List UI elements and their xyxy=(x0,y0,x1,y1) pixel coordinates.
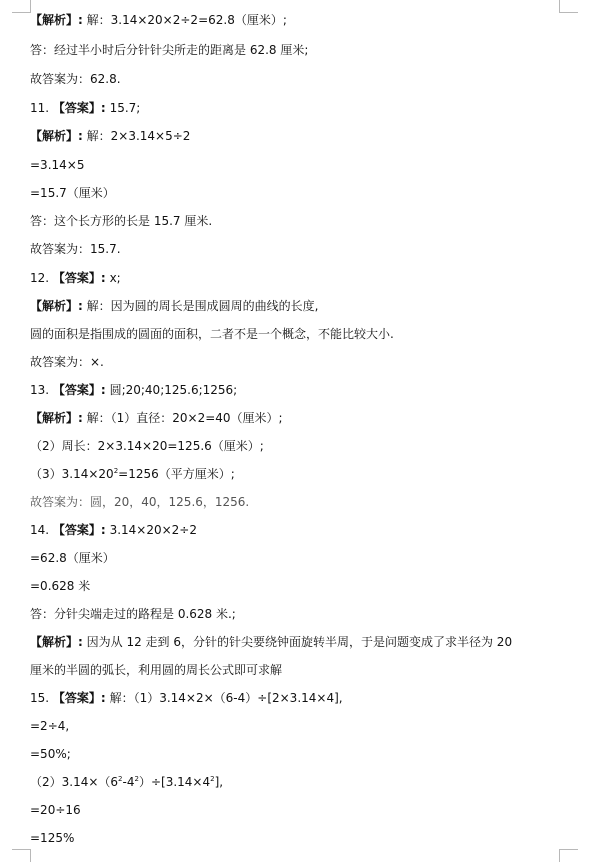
line-text: 答：分针尖端走过的路程是 0.628 米.; xyxy=(30,607,236,621)
text-line xyxy=(30,410,570,426)
text-line xyxy=(30,326,570,342)
question-number: 12. xyxy=(30,271,50,285)
line-text: =62.8（厘米） xyxy=(30,551,115,565)
text-line xyxy=(30,298,570,314)
line-text: =2÷4, xyxy=(30,719,70,733)
text-line xyxy=(30,42,570,58)
answer-tag: 【答案】: xyxy=(52,523,106,537)
text-line xyxy=(30,466,570,482)
line-text: 解：（1）3.14×2×（6-4）÷[2×3.14×4], xyxy=(109,691,343,705)
text-line xyxy=(30,578,570,594)
line-text: 因为从 12 走到 6，分针的针尖要绕钟面旋转半周，于是问题变成了求半径为 20 xyxy=(86,635,513,649)
analysis-tag: 【解析】: xyxy=(30,635,83,649)
analysis-tag: 【解析】: xyxy=(30,129,83,143)
text-line xyxy=(30,550,570,566)
page-corner-mark xyxy=(12,0,31,13)
text-line xyxy=(30,522,570,538)
superscript: 2 xyxy=(210,775,215,783)
superscript: 2 xyxy=(113,467,119,475)
line-text: 圆的面积是指围成的圆面的面积，二者不是一个概念，不能比较大小. xyxy=(30,327,394,341)
superscript: 2 xyxy=(134,775,139,783)
line-text: 故答案为：圆，20，40，125.6，1256. xyxy=(30,495,250,509)
line-text: ）÷[3.14×4 xyxy=(138,775,211,789)
text-line xyxy=(30,718,570,734)
line-text: =125% xyxy=(30,831,75,845)
question-number: 14. xyxy=(30,523,50,537)
question-number: 15. xyxy=(30,691,50,705)
text-line xyxy=(30,100,570,116)
question-number: 13. xyxy=(30,383,50,397)
text-line xyxy=(30,354,570,370)
line-text: 故答案为：×. xyxy=(30,355,104,369)
line-text: 厘米的半圆的弧长，利用圆的周长公式即可求解 xyxy=(30,663,283,677)
line-text: =15.7（厘米） xyxy=(30,186,115,200)
line-text: =0.628 米 xyxy=(30,579,91,593)
line-text: =1256（平方厘米）; xyxy=(118,467,235,481)
text-line xyxy=(30,157,570,173)
text-line xyxy=(30,802,570,818)
answer-tag: 【答案】: xyxy=(52,383,106,397)
text-line xyxy=(30,606,570,622)
line-text: -4 xyxy=(122,775,135,789)
line-text: 故答案为：62.8. xyxy=(30,72,121,86)
line-text: （3）3.14×20 xyxy=(30,467,114,481)
text-line xyxy=(30,746,570,762)
line-text: 解：（1）直径：20×2=40（厘米）; xyxy=(86,411,283,425)
text-line xyxy=(30,12,570,28)
line-text: 故答案为：15.7. xyxy=(30,242,121,256)
line-text: （2）周长：2×3.14×20=125.6（厘米）; xyxy=(30,439,264,453)
page-corner-mark xyxy=(559,849,578,862)
text-line xyxy=(30,494,570,510)
line-text: 解：因为圆的周长是围成圆周的曲线的长度, xyxy=(86,299,319,313)
line-text: x; xyxy=(109,271,121,285)
page-corner-mark xyxy=(12,849,31,862)
line-text: 圆;20;40;125.6;1256; xyxy=(109,383,238,397)
analysis-tag: 【解析】: xyxy=(30,299,83,313)
line-text: （2）3.14×（6 xyxy=(30,775,119,789)
line-text: 答：这个长方形的长是 15.7 厘米. xyxy=(30,214,213,228)
line-text: =50%; xyxy=(30,747,71,761)
line-text: 答：经过半小时后分针针尖所走的距离是 62.8 厘米; xyxy=(30,43,309,57)
analysis-tag: 【解析】: xyxy=(30,411,83,425)
text-line xyxy=(30,382,570,398)
line-text: 3.14×20×2÷2 xyxy=(109,523,197,537)
text-line xyxy=(30,774,570,790)
answer-tag: 【答案】: xyxy=(52,101,106,115)
answer-tag: 【答案】: xyxy=(52,271,106,285)
line-text: 解：2×3.14×5÷2 xyxy=(86,129,191,143)
line-text: 解：3.14×20×2÷2=62.8（厘米）; xyxy=(86,13,287,27)
text-line xyxy=(30,213,570,229)
line-text: =3.14×5 xyxy=(30,158,85,172)
line-text: =20÷16 xyxy=(30,803,81,817)
answer-tag: 【答案】: xyxy=(52,691,106,705)
text-line xyxy=(30,185,570,201)
text-line xyxy=(30,270,570,286)
text-line xyxy=(30,634,570,650)
analysis-tag: 【解析】: xyxy=(30,13,83,27)
text-line xyxy=(30,71,570,87)
text-line xyxy=(30,830,570,846)
line-text: ], xyxy=(214,775,224,789)
text-line xyxy=(30,662,570,678)
superscript: 2 xyxy=(118,775,123,783)
question-number: 11. xyxy=(30,101,50,115)
text-line xyxy=(30,128,570,144)
text-line xyxy=(30,241,570,257)
text-line xyxy=(30,438,570,454)
line-text: 15.7; xyxy=(109,101,141,115)
text-line xyxy=(30,690,570,706)
